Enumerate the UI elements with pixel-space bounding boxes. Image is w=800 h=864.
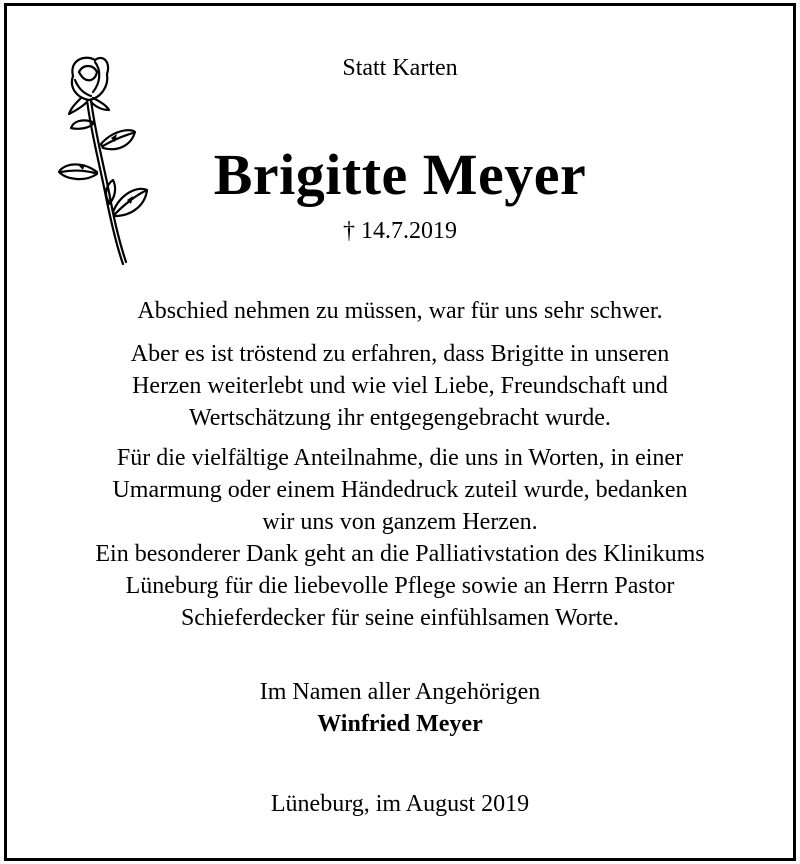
- paragraph-line: Schieferdecker für seine einfühlsamen Worte.: [180, 605, 620, 631]
- paragraph-line: Wertschätzung ihr entgegengebracht wurde.: [189, 405, 611, 431]
- paragraph-line: Aber es ist tröstend zu erfahren, dass Brigitte in unseren: [130, 341, 670, 367]
- paragraph-line: Lüneburg für die liebevolle Pflege sowie an Herrn Pastor: [125, 573, 675, 599]
- obituary-notice: [4, 3, 796, 861]
- paragraph-line: Für die vielfältige Anteilnahme, die uns in Worten, in einer: [116, 445, 684, 471]
- paragraph-line: Abschied nehmen zu müssen, war für uns sehr schwer.: [137, 298, 663, 324]
- header-text: Statt Karten: [342, 55, 458, 81]
- signature-intro: Im Namen aller Angehörigen: [259, 679, 541, 705]
- death-date: † 14.7.2019: [343, 218, 457, 244]
- paragraph-line: wir uns von ganzem Herzen.: [262, 509, 538, 535]
- deceased-name: Brigitte Meyer: [213, 142, 587, 207]
- paragraph-line: Ein besonderer Dank geht an die Palliativstation des Klinikums: [95, 541, 705, 567]
- paragraph-line: Umarmung oder einem Händedruck zuteil wurde, bedanken: [112, 477, 688, 503]
- paragraph-line: Herzen weiterlebt und wie viel Liebe, Freundschaft und: [132, 373, 668, 399]
- place-date: Lüneburg, im August 2019: [270, 791, 530, 817]
- signature-name: Winfried Meyer: [317, 711, 483, 737]
